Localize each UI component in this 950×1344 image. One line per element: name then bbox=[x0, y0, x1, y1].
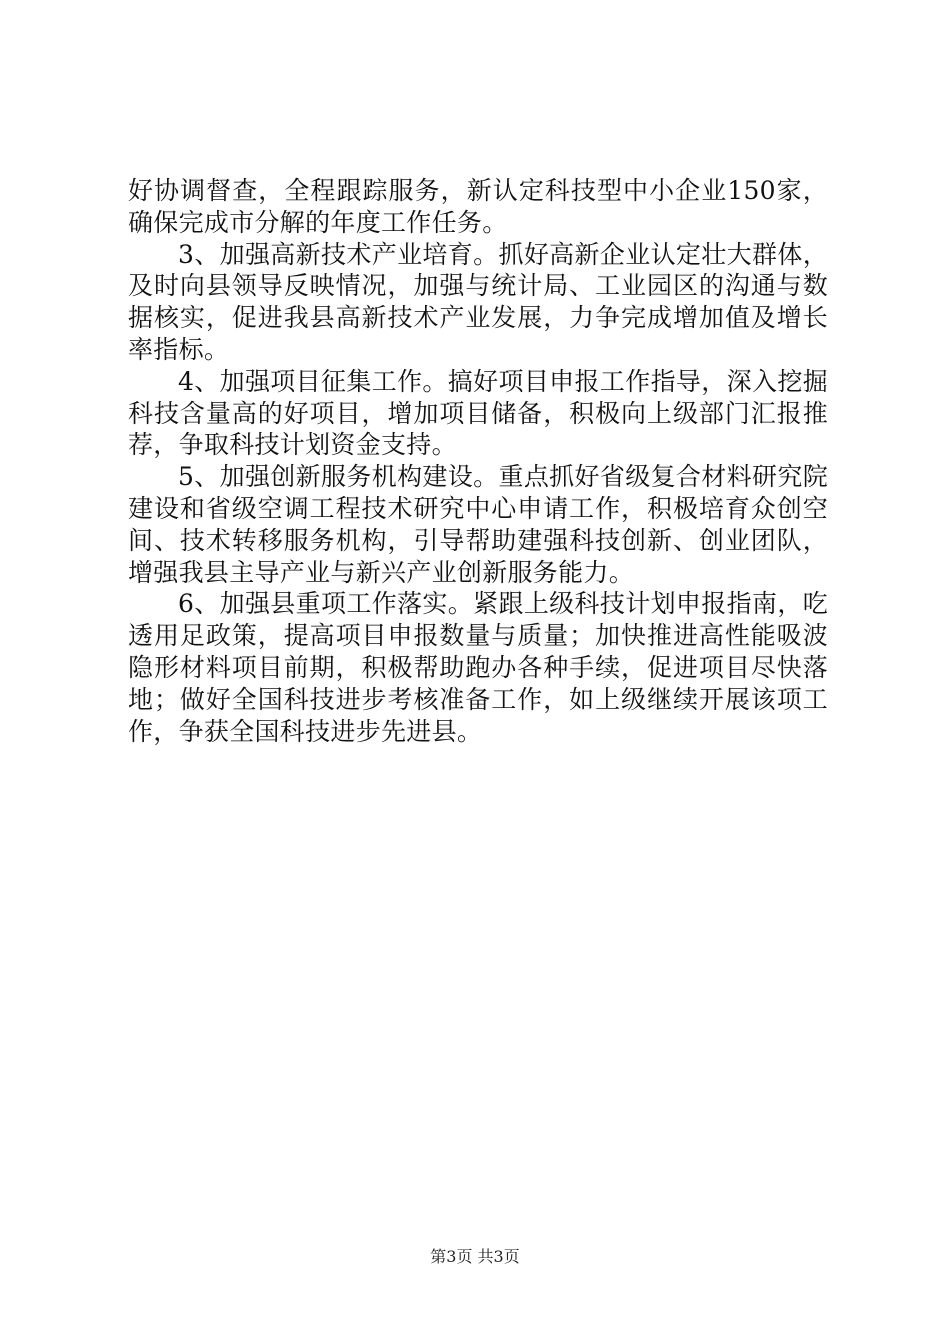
text-line: 率指标。 bbox=[128, 334, 230, 364]
paragraph-5 bbox=[128, 588, 828, 747]
text-line: 据核实，促进我县高新技术产业发展，力争完成增加值及增长 bbox=[128, 303, 828, 333]
paragraph-3 bbox=[128, 366, 828, 461]
text-line: 确保完成市分解的年度工作任务。 bbox=[128, 207, 508, 237]
text-line: 透用足政策，提高项目申报数量与质量；加快推进高性能吸波 bbox=[128, 621, 828, 651]
paragraph-4 bbox=[128, 461, 828, 588]
text-line: 5、加强创新服务机构建设。重点抓好省级复合材料研究院 bbox=[178, 462, 828, 492]
text-line: 隐形材料项目前期，积极帮助跑办各种手续，促进项目尽快落 bbox=[128, 652, 828, 682]
text-line: 科技含量高的好项目，增加项目储备，积极向上级部门汇报推 bbox=[128, 398, 828, 428]
text-line: 3、加强高新技术产业培育。抓好高新企业认定壮大群体， bbox=[178, 239, 828, 269]
text-line: 6、加强县重项工作落实。紧跟上级科技计划申报指南，吃 bbox=[178, 589, 828, 619]
text-line: 好协调督查，全程跟踪服务，新认定科技型中小企业150家， bbox=[128, 176, 828, 205]
text-line: 增强我县主导产业与新兴产业创新服务能力。 bbox=[128, 557, 635, 587]
text-line: 作，争获全国科技进步先进县。 bbox=[128, 716, 483, 746]
paragraph-2 bbox=[128, 239, 828, 366]
text-line: 荐，争取科技计划资金支持。 bbox=[128, 430, 457, 460]
paragraph-1 bbox=[128, 175, 828, 239]
body-text bbox=[128, 175, 828, 747]
text-line: 地；做好全国科技进步考核准备工作，如上级继续开展该项工 bbox=[128, 684, 828, 714]
text-line: 间、技术转移服务机构，引导帮助建强科技创新、创业团队， bbox=[128, 525, 828, 555]
page-footer bbox=[0, 1244, 950, 1267]
text-line: 4、加强项目征集工作。搞好项目申报工作指导，深入挖掘 bbox=[178, 366, 828, 396]
text-line: 及时向县领导反映情况，加强与统计局、工业园区的沟通与数 bbox=[128, 271, 828, 301]
text-line: 建设和省级空调工程技术研究中心申请工作，积极培育众创空 bbox=[128, 493, 828, 523]
page-number: 第3页 共3页 bbox=[430, 1247, 520, 1266]
